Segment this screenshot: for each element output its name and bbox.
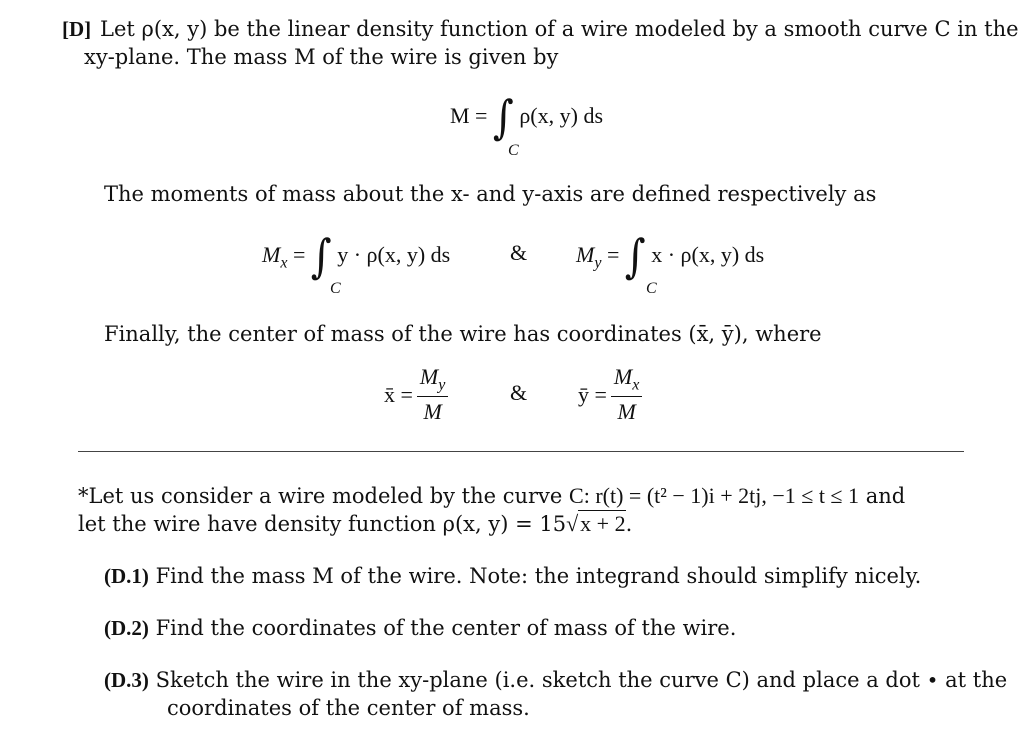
ybar-denominator: M [617,399,636,425]
section-divider [78,451,964,452]
problem-line-1 [78,482,905,510]
xbar-num-subscript: y [438,376,446,394]
part-d3-text: Sketch the wire in the xy-plane (i.e. sketch the curve C) and place a dot [155,668,920,692]
mx-formula [262,230,451,284]
center-text: Finally, the center of mass of the wire has coordinates (x̄, ȳ), where [104,322,822,346]
part-d3 [104,666,1007,694]
intro-line-2: xy-plane. The mass M of the wire is given by [84,45,559,69]
ybar-fraction [611,364,642,425]
part-d1 [104,562,921,590]
sqrt-radicand: x + 2 [580,511,626,536]
xbar-denominator: M [423,399,442,425]
xbar-formula [384,364,452,425]
my-formula [576,230,765,284]
part-d3-line-2: coordinates of the center of mass. [167,696,530,720]
part-d2 [104,614,736,642]
problem-line-2 [78,510,632,538]
mass-lhs: M = [450,103,488,129]
xbar-lhs: x̄ = [384,381,413,407]
period: . [625,512,633,536]
moments-text: The moments of mass about the x- and y-axis are defined respectively as [104,182,877,206]
ybar-num-subscript: x [632,376,640,394]
part-d1-text: Find the mass M of the wire. Note: the integrand should simplify nicely. [155,564,922,588]
mx-integrand: y · ρ(x, y) ds [337,242,451,268]
integral-sign: ∫ [624,230,646,284]
my-symbol: M [576,242,595,268]
xbar-fraction [417,364,448,425]
equals: = [292,242,306,268]
mx-symbol: M [262,242,281,268]
part-d2-label: (D.2) [104,616,149,640]
mass-limit: C [508,142,519,159]
integral-sign: ∫ [492,91,514,145]
sqrt-symbol: √ [566,511,579,536]
problem-line-1-end: and [865,484,906,508]
my-subscript: y [594,254,602,272]
mass-integrand: ρ(x, y) ds [519,103,604,129]
equals: = [606,242,620,268]
center-ampersand: & [510,380,528,405]
intro-line-1: Let ρ(x, y) be the linear density function of a wire modeled by a smooth curve C in the [100,17,1019,41]
density-function: let the wire have density function ρ(x, y) = 15 [78,512,567,536]
mx-limit: C [330,280,341,297]
ybar-numerator [611,364,642,397]
ybar-num-symbol: M [613,364,633,389]
ybar-lhs: ȳ = [578,381,607,407]
integral-sign: ∫ [310,230,332,284]
part-d3-text-end: at the [945,668,1008,692]
part-d3-label: (D.3) [104,668,149,692]
moments-ampersand: & [510,240,528,265]
part-d2-text: Find the coordinates of the center of mass of the wire. [155,616,737,640]
ybar-formula [578,364,646,425]
dot-bullet-icon: • [926,668,939,692]
mx-subscript: x [280,254,288,272]
xbar-numerator [417,364,448,397]
xbar-num-symbol: M [419,364,439,389]
my-limit: C [646,280,657,297]
problem-line-1-start: *Let us consider a wire modeled by the curve [78,484,563,508]
mass-formula [450,91,604,145]
my-integrand: x · ρ(x, y) ds [651,242,765,268]
curve-definition: C: r(t) = (t² − 1)i + 2tj, −1 ≤ t ≤ 1 [569,483,860,508]
part-d1-label: (D.1) [104,564,149,588]
intro-label: [D] [62,17,92,41]
